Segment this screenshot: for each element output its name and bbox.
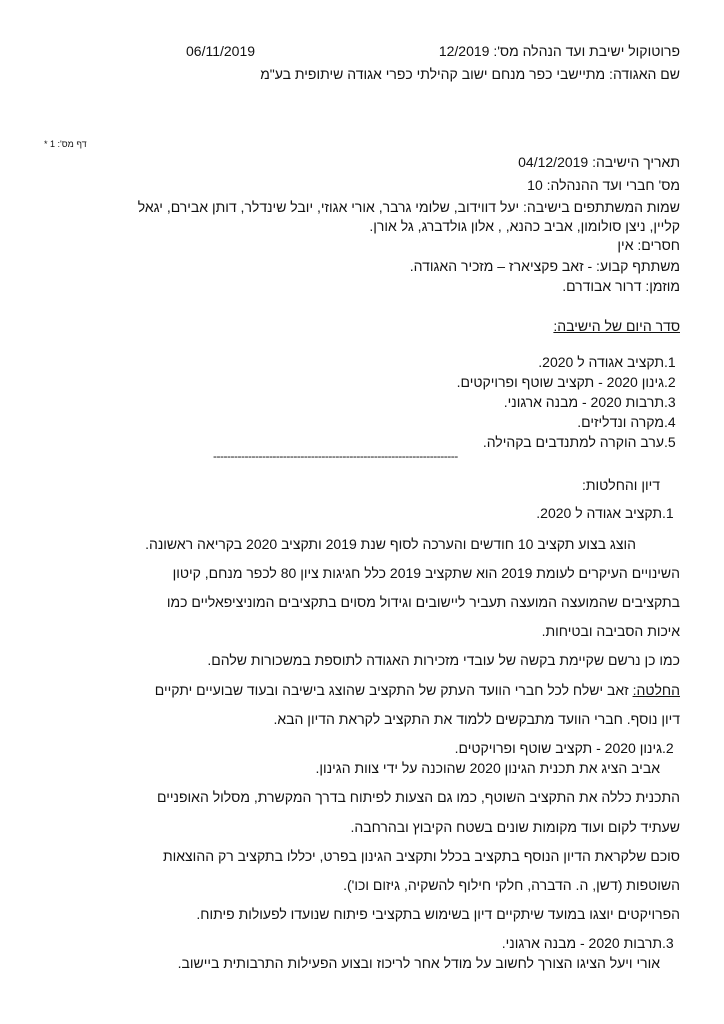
- decision-line-1: החלטה: זאב ישלח לכל חברי הוועד העתק של התקציב שהוצג בישיבה ובעוד שבועיים יתקיים: [154, 682, 680, 698]
- section-3-heading: 3.תרבות 2020 - מבנה ארגוני.: [501, 935, 674, 951]
- agenda-item: 1.תקציב אגודה ל 2020.: [538, 354, 676, 370]
- section-2-line: שעתיד לקום ועוד מקומות שונים בשטח הקיבוץ ובהרחבה.: [350, 819, 680, 835]
- association-name: שם האגודה: מתיישבי כפר מנחם ישוב קהילתי כפרי אגודה שיתופית בע"מ: [260, 66, 680, 82]
- decision-label: החלטה:: [632, 682, 680, 698]
- members-count: מס' חברי ועד ההנהלה: 10: [527, 177, 680, 193]
- section-1-line: כמו כן נרשם שקיימת בקשה של עובדי מזכירות האגודה לתוספת במשכורות שלהם.: [207, 652, 680, 668]
- section-2-line: הפרויקטים יוצגו במועד שיתקיים דיון בשימוש בתקציבי פיתוח שנועדו לפעולות פיתוח.: [196, 906, 680, 922]
- section-2-heading: 2.גינון 2020 - תקציב שוטף ופרויקטים.: [454, 740, 674, 756]
- participants-line-2: קליין, ניצן סולומון, אביב כהנא, , אלון גולדברג, גל אורן.: [369, 218, 680, 234]
- section-2-line: התכנית כללה את התקציב השוטף, כמו גם הצעות לפיתוח בדרך המקשרת, מסלול האופניים: [157, 789, 680, 805]
- meeting-date: תאריך הישיבה: 04/12/2019: [518, 154, 680, 170]
- decision-line-2: דיון נוסף. חברי הוועד מתבקשים ללמוד את התקציב לקראת הדיון הבא.: [273, 711, 680, 727]
- section-3-line: אורי ויעל הציגו הצורך לחשוב על מודל אחר לריכוז ובצוע הפעילות התרבותית ביישוב.: [177, 955, 660, 971]
- discussion-title: דיון והחלטות:: [581, 477, 660, 493]
- page-number: דף מס': 1 *: [44, 139, 87, 149]
- agenda-item: 3.תרבות 2020 - מבנה ארגוני.: [503, 394, 676, 410]
- agenda-title: סדר היום של הישיבה:: [553, 318, 680, 334]
- section-2-line: סוכם שלקראת הדיון הנוסף בתקציב בכלל ותקציב הגינון בפרט, יכללו בתקציב רק ההוצאות: [162, 848, 680, 864]
- participants-line-1: שמות המשתתפים בישיבה: יעל דווידוב, שלומי גרבר, אורי אגוזי, יובל שינדלר, דותן אבירם, יגאל: [137, 199, 680, 215]
- invited-line: מוזמן: דרור אבודרם.: [562, 278, 680, 294]
- absent-line: חסרים: אין: [617, 237, 680, 253]
- section-1-heading: 1.תקציב אגודה ל 2020.: [536, 505, 674, 521]
- section-1-line: השינויים העיקרים לעומת 2019 הוא שתקציב 2019 כלל חגיגות ציון 80 לכפר מנחם, קיטון: [172, 565, 680, 581]
- section-1-line: בתקציבים שהמועצה המועצה תעביר ליישובים וגידול מסוים בתקציבים המוניציפאליים כמו: [166, 594, 680, 610]
- section-2-line: השוטפות (דשן, ה. הדברה, חלקי חילוף להשקיה, גיזום וכו').: [343, 877, 680, 893]
- protocol-title: פרוטוקול ישיבת ועד הנהלה מס': 12/2019: [438, 43, 680, 59]
- agenda-item: 5.ערב הוקרה למתנדבים בקהילה.: [482, 434, 676, 450]
- agenda-item: 2.גינון 2020 - תקציב שוטף ופרויקטים.: [456, 374, 676, 390]
- permanent-participant: משתתף קבוע: - זאב פקציארז – מזכיר האגודה.: [409, 258, 680, 274]
- section-1-line: הוצג בצוע תקציב 10 חודשים והערכה לסוף שנת 2019 ותקציב 2020 בקריאה ראשונה.: [145, 536, 636, 552]
- agenda-item: 4.מקרה ונדליזים.: [577, 414, 676, 430]
- protocol-date: 06/11/2019: [186, 43, 256, 59]
- section-1-line: איכות הסביבה ובטיחות.: [541, 623, 680, 639]
- separator-line: ----------------------------------------------------------------------: [213, 449, 458, 463]
- section-2-line: אביב הציג את תכנית הגינון 2020 שהוכנה על ידי צוות הגינון.: [315, 760, 660, 776]
